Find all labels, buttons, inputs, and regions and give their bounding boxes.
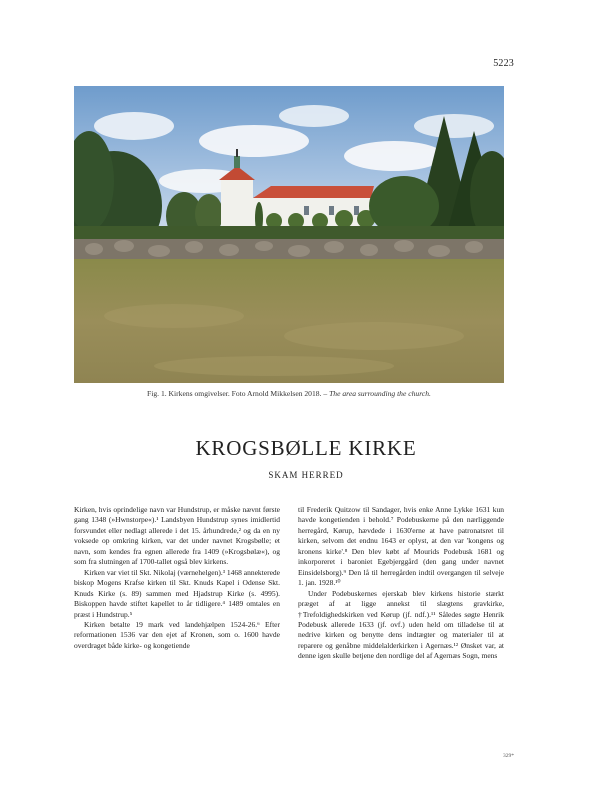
article-title: KROGSBØLLE KIRKE <box>195 436 417 460</box>
left-column <box>74 505 280 651</box>
page-number: 5223 <box>493 58 514 69</box>
caption-danish: Fig. 1. Kirkens omgivelser. Foto Arnold Mikkelsen 2018. – <box>147 389 328 398</box>
right-column <box>298 505 504 662</box>
article-subtitle: SKAM HERRED <box>268 470 344 480</box>
caption-english: The area surrounding the church. <box>329 389 431 398</box>
paragraph: Under Podebuskernes ejerskab blev kirkens historie stærkt præget af at ligge annekst til slægtens gravkirke, †Trefoldighedskirken ved Kørup (jf. ndf.).¹¹ Således søgte Henrik Podebusk allerede 1633 (jf. ovf.) uden held om tilladelse til at nedrive kirken og benytte dens indtægter og materialer til at reparere og genåbne middelalderkirken i Agernæs.¹² Ønsket var, at denne igen skulle betjene den nordlige del af Agernæs Sogn, mens <box>298 588 504 661</box>
paragraph: til Frederik Quitzow til Sandager, hvis enke Anne Lykke 1631 kun havde kongetienden i behold.⁷ Podebuskerne på den nærliggende herregård, Kørup, hævdede i 1630'erne at have patronatsret til kirken, selvom det endnu 1643 er oplyst, at den var 'kongens og kronens kirke'.⁸ Den blev købt af Mourids Podebusk 1681 og inkorporeret i baroniet Egebjerggård (den gang under navnet Einsidelsborg).⁹ Den lå til herregården indtil overgangen til selveje 1. jan. 1928.¹⁰ <box>298 505 504 588</box>
signature-mark: 329* <box>503 753 514 759</box>
figure-caption <box>74 389 504 398</box>
paragraph: Kirken, hvis oprindelige navn var Hundstrup, er måske nævnt første gang 1348 (»Hwnstorpe«).¹ Landsbyen Hundstrup synes imidlertid forsvundet eller nedlagt allerede i det 15. århundrede,² og da en ny voksede op omkring kirken, var det under navnet Krogsbølle; et navn, som kendes fra egnen allerede fra 1409 (»Krogsbølæ«), og som fra slutningen af 1700-tallet også blev kirkens. <box>74 505 280 567</box>
church-photo <box>74 86 504 383</box>
paragraph: Kirken betalte 19 mark ved landehjælpen 1524-26.⁶ Efter reformationen 1536 var den ejet af Kronen, som o. 1600 havde overdraget både kirke- og kongetiende <box>74 619 280 650</box>
paragraph: Kirken var viet til Skt. Nikolaj (værnehelgen).³ 1468 annekterede biskop Mogens Krafse kirken til Skt. Knuds Kapel i Odense Skt. Knuds Kirke (s. 89) sammen med Hjadstrup Kirke (s. 4995). Biskoppen havde stiftet kapellet to år tidligere.⁴ 1489 omtales en præst i Hundstrup.⁵ <box>74 567 280 619</box>
